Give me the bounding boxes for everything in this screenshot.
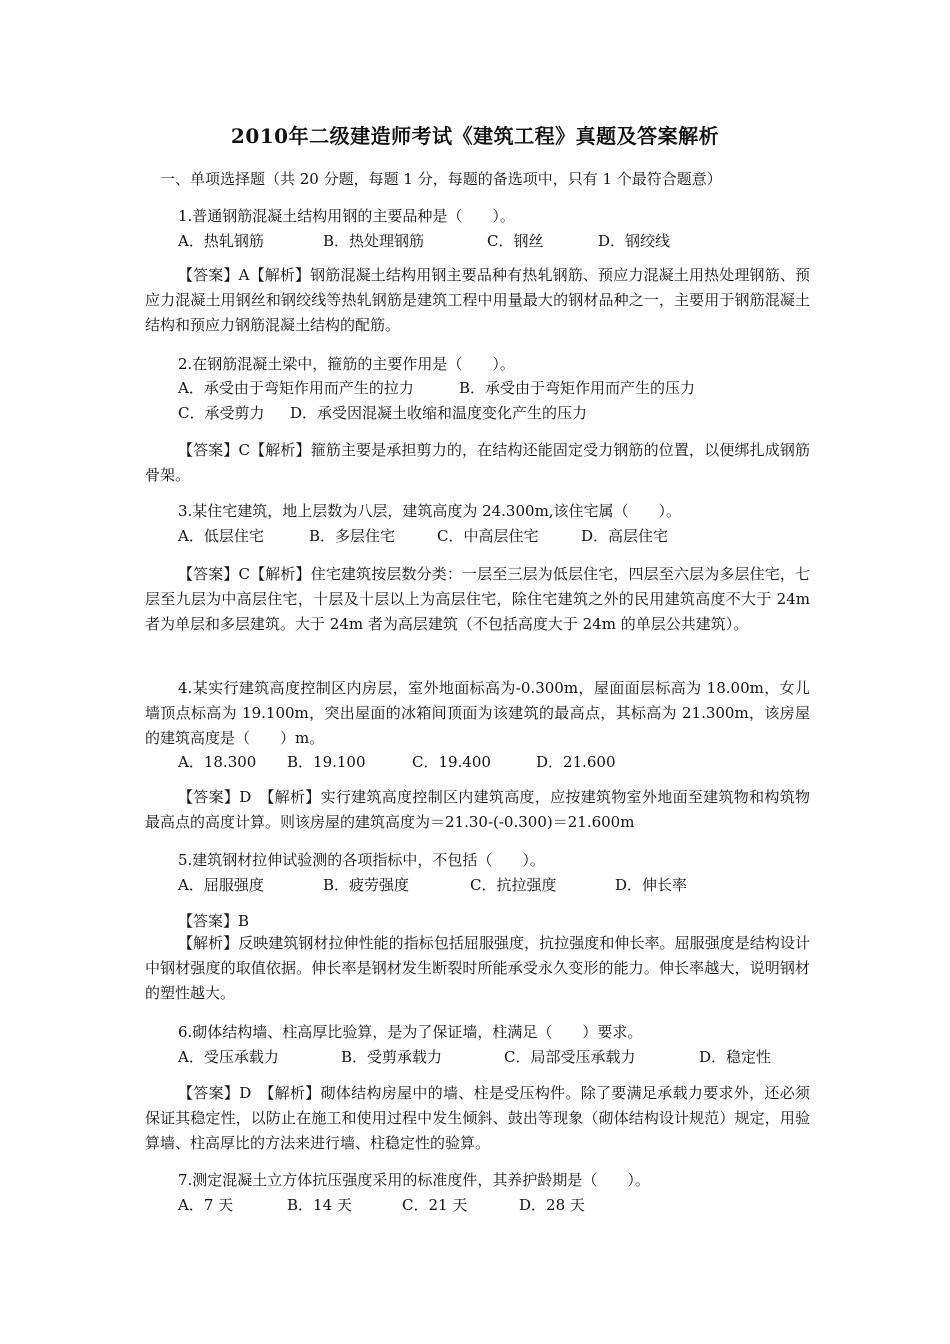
answer-explanation: 【答案】A【解析】钢筋混凝土结构用钢主要品种有热轧钢筋、预应力混凝土用热处理钢筋、预应力混凝土用钢丝和钢绞线等热轧钢筋是建筑工程中用量最大的钢材品种之一，主要用于钢筋混凝土结构和预应力钢筋混凝土结构的配筋。 <box>145 266 810 334</box>
option: B．热处理钢筋 <box>323 232 425 250</box>
option: A．18.300 <box>178 753 257 771</box>
option: C．21 天 <box>402 1196 468 1214</box>
option: C．承受剪力 <box>178 404 265 422</box>
option: C．抗拉强度 <box>470 876 557 894</box>
option: D．高层住宅 <box>581 527 669 545</box>
answer-explanation: 【答案】D 【解析】实行建筑高度控制区内建筑高度，应按建筑物室外地面至建筑物和构筑物最高点的高度计算。则该房屋的建筑高度为＝21.30-(-0.300)＝21.600m <box>145 788 810 831</box>
document-title: 2010年二级建造师考试《建筑工程》真题及答案解析 <box>230 124 720 148</box>
option: C．钢丝 <box>487 232 544 250</box>
answer-explanation: 【答案】D 【解析】砌体结构房屋中的墙、柱是受压构件。除了要满足承载力要求外，还必须保证其稳定性，以防止在施工和使用过程中发生倾斜、鼓出等现象（砌体结构设计规范）规定，用验算墙、柱高厚比的方法来进行墙、柱稳定性的验算。 <box>145 1084 810 1152</box>
option: D．承受因混凝土收缩和温度变化产生的压力 <box>290 404 588 422</box>
option: A．低层住宅 <box>178 527 264 545</box>
option: B．承受由于弯矩作用而产生的压力 <box>459 379 696 397</box>
option: B．14 天 <box>287 1196 352 1214</box>
option: B．疲劳强度 <box>323 876 410 894</box>
option: A．受压承载力 <box>178 1048 279 1066</box>
option: A．热轧钢筋 <box>178 232 264 250</box>
option: C．局部受压承载力 <box>504 1048 636 1066</box>
question-stem: 2.在钢筋混凝土梁中，箍筋的主要作用是（ ）。 <box>178 355 515 373</box>
question-stem: 3.某住宅建筑，地上层数为八层，建筑高度为 24.300m,该住宅属（ ）。 <box>178 502 682 520</box>
option: B．19.100 <box>287 753 366 771</box>
answer-explanation: 【解析】反映建筑钢材拉伸性能的指标包括屈服强度，抗拉强度和伸长率。屈服强度是结构设计中钢材强度的取值依据。伸长率是钢材发生断裂时所能承受永久变形的能力。伸长率越大，说明钢材的塑性越大。 <box>145 934 810 1002</box>
answer-explanation: 【答案】C【解析】箍筋主要是承担剪力的，在结构还能固定受力钢筋的位置，以便绑扎成钢筋骨架。 <box>145 441 810 484</box>
question-stem: 7.测定混凝土立方体抗压强度采用的标准度件，其养护龄期是（ ）。 <box>178 1171 650 1189</box>
option: B．多层住宅 <box>309 527 396 545</box>
question-stem: 5.建筑钢材拉伸试验测的各项指标中，不包括（ ）。 <box>178 851 545 869</box>
option: B．受剪承载力 <box>341 1048 443 1066</box>
answer-label: 【答案】B <box>178 912 250 930</box>
option: D．21.600 <box>536 753 616 771</box>
option: C．中高层住宅 <box>437 527 539 545</box>
question-stem: 1.普通钢筋混凝土结构用钢的主要品种是（ ）。 <box>178 207 515 225</box>
option: D．稳定性 <box>699 1048 772 1066</box>
option: A．屈服强度 <box>178 876 264 894</box>
option: A．承受由于弯矩作用而产生的拉力 <box>178 379 414 397</box>
answer-explanation: 【答案】C【解析】住宅建筑按层数分类：一层至三层为低层住宅，四层至六层为多层住宅，七层至九层为中高层住宅，十层及十层以上为高层住宅，除住宅建筑之外的民用建筑高度不大于 24m 者为单层和多层建筑。大于 24m 者为高层建筑（不包括高度大于 24m 的单层公共建筑）。 <box>145 565 810 633</box>
question-stem: 4.某实行建筑高度控制区内房层，室外地面标高为-0.300m，屋面面层标高为 18.00m，女儿墙顶点标高为 19.100m，突出屋面的冰箱间顶面为该建筑的最高点，其标高为 21.300m，该房屋的建筑高度是（ ）m。 <box>145 679 810 747</box>
option: C．19.400 <box>412 753 491 771</box>
option: A．7 天 <box>178 1196 234 1214</box>
option: D．钢绞线 <box>598 232 671 250</box>
option: D．伸长率 <box>615 876 688 894</box>
question-stem: 6.砌体结构墙、柱高厚比验算，是为了保证墙，柱满足（ ）要求。 <box>178 1023 643 1041</box>
section-heading: 一、单项选择题（共 20 分题，每题 1 分，每题的备选项中，只有 1 个最符合题意） <box>160 170 722 188</box>
option: D．28 天 <box>519 1196 585 1214</box>
